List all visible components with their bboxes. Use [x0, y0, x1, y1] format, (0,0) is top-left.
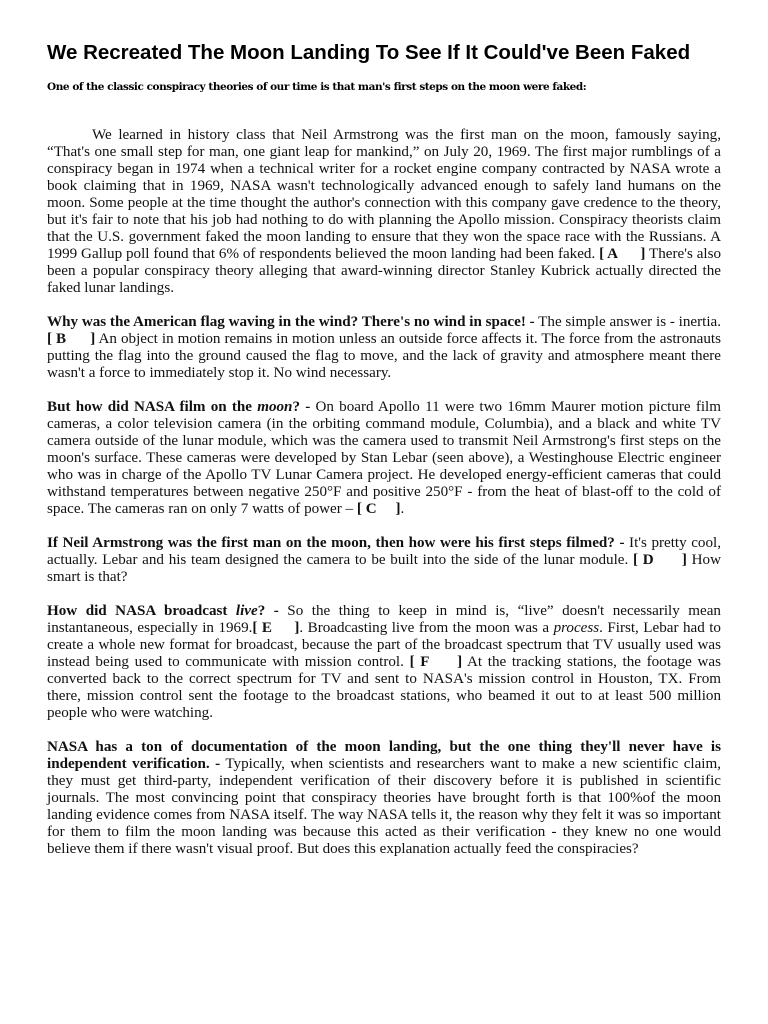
article-body	[47, 127, 721, 875]
question-text: How did NASA broadcast	[47, 603, 228, 619]
paragraph-verification	[47, 739, 721, 858]
paragraph-text: How smart is that?	[47, 552, 721, 585]
paragraph-text: There's also been a popular conspiracy theory alleging that award-winning director Stanley Kubrick actually directed the faked lunar landings.	[47, 246, 722, 296]
paragraph-text: On board Apollo 11 were two 16mm Maurer motion picture film cameras, a color television camera (in the orbiting command module, Columbia), and a black and white TV camera outside of the lunar module, which was the camera used to transmit Neil Armstrong's first steps on the moon's surface. These cameras were developed by Stan Lebar (seen above), a Westinghouse Electric engineer who was in charge of the Apollo TV Lunar Camera project. He developed energy-efficient cameras that could withstand temperatures between negative 250°F and positive 250°F - from the heat of blast-off to the cold of space. The cameras ran on only 7 watts of power –	[47, 399, 721, 517]
section-question	[47, 399, 310, 415]
blank-marker-f: [ F ]	[409, 654, 463, 670]
section-question: NASA has a ton of documentation of the moon landing, but the one thing they'll never have is independent verification. -	[47, 739, 721, 772]
question-end: ? -	[257, 603, 279, 619]
section-question: Why was the American flag waving in the wind? There's no wind in space! -	[47, 314, 535, 330]
blank-marker-c: [ C ]	[356, 501, 401, 517]
blank-marker-a: [ A ]	[599, 246, 646, 262]
paragraph-film	[47, 399, 721, 518]
paragraph-text: . First, Lebar had to create a whole new format for broadcast, because the part of the broadcast spectrum that TV usually used was instead being used to communicate with mission control.	[47, 620, 721, 670]
question-text: But how did NASA film on the	[47, 399, 252, 415]
paragraph-text: . Broadcasting live from the moon was a	[299, 620, 550, 636]
paragraph-text: At the tracking stations, the footage was converted back to the correct spectrum for TV and sent to NASA's mission control in Houston, TX. From there, mission control sent the footage to the broadcast stations, who beamed it out to at least 500 million people who were watching.	[47, 654, 721, 721]
paragraph-first-steps	[47, 535, 721, 586]
question-emphasis: live	[235, 603, 258, 619]
paragraph-text: We learned in history class that Neil Armstrong was the first man on the moon, famously saying, “That's one small step for man, one giant leap for mankind,” on July 20, 1969. The first major rumblings of a conspiracy began in 1974 when a technical writer for a rocket engine company contracted by NASA wrote a book claiming that in 1969, NASA wasn't technologically advanced enough to safely land humans on the moon. Some people at the time thought the author's connection with this company gave credence to the theory, but it's fair to note that his job had nothing to do with planning the Apollo mission. Conspiracy theorists claim that the U.S. government faked the moon landing to ensure that they won the space race with the Russians. A 1999 Gallup poll found that 6% of respondents believed the moon landing had been faked.	[47, 127, 721, 262]
article-subtitle: One of the classic conspiracy theories of our time is that man's first steps on the moon were faked:	[47, 81, 587, 93]
blank-marker-b: [ B ]	[47, 331, 96, 347]
section-question	[47, 603, 279, 619]
text-emphasis: process	[553, 620, 600, 636]
paragraph-text: An object in motion remains in motion unless an outside force affects it. The force from the astronauts putting the flag into the ground caused the flag to move, and the lack of gravity and atmosphere meant there wasn't a force to immediately stop it. No wind necessary.	[47, 331, 721, 381]
section-question: If Neil Armstrong was the first man on the moon, then how were his first steps filmed? -	[47, 535, 625, 551]
paragraph-text: Typically, when scientists and researchers want to make a new scientific claim, they must get third-party, independent verification of their discovery before it is published in scientific journals. The most convincing point that conspiracy theories have brought forth is that 100%of the moon landing evidence comes from NASA itself. The way NASA tells it, the reason why they felt it was so important for them to film the moon landing was because this acted as their verification - they knew no one would believe them if there wasn't visual proof. But does this explanation actually feed the conspiracies?	[47, 756, 721, 857]
paragraph-flag	[47, 314, 721, 382]
article-title: We Recreated The Moon Landing To See If It Could've Been Faked	[47, 41, 691, 64]
question-emphasis: moon	[257, 399, 293, 415]
paragraph-text: .	[400, 501, 405, 517]
paragraph-text: So the thing to keep in mind is, “live” doesn't necessarily mean instantaneous, especially in 1969.	[47, 603, 721, 636]
blank-marker-e: [ E ]	[252, 620, 300, 636]
paragraph-text: The simple answer is - inertia.	[534, 314, 721, 330]
paragraph-intro	[47, 127, 721, 297]
paragraph-text: It's pretty cool, actually. Lebar and his team designed the camera to be built into the side of the lunar module.	[47, 535, 721, 568]
question-end: ? -	[292, 399, 311, 415]
paragraph-broadcast	[47, 603, 721, 722]
blank-marker-d: [ D ]	[632, 552, 687, 568]
